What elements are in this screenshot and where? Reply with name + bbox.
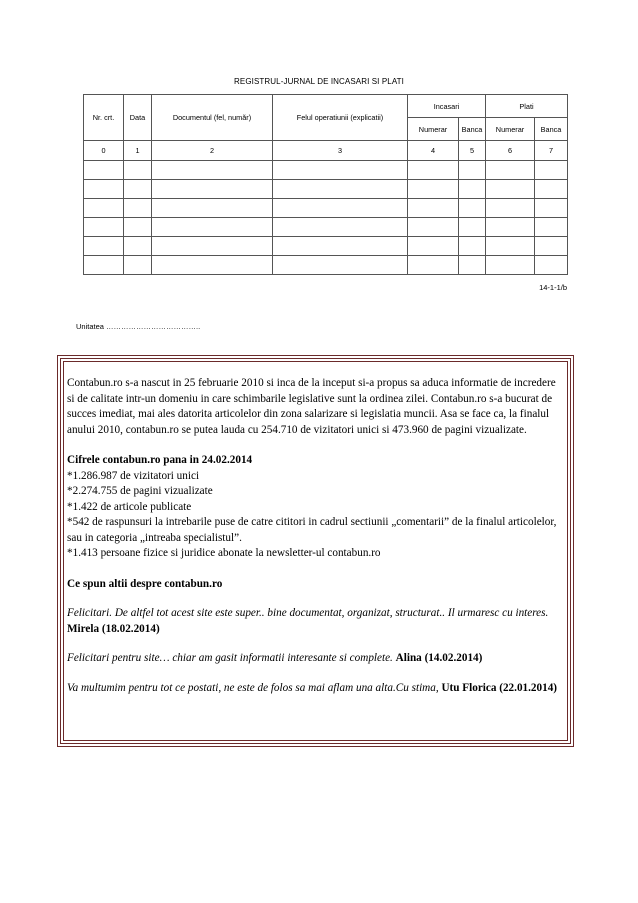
- testimonial: [67, 681, 561, 697]
- header-data: Data: [124, 95, 152, 141]
- empty-row: [84, 237, 568, 256]
- empty-row: [84, 199, 568, 218]
- header-plati-banca: Banca: [535, 118, 568, 141]
- stats-heading: Cifrele contabun.ro pana in 24.02.2014: [67, 454, 253, 466]
- column-number: 1: [124, 141, 152, 161]
- testimonial-author: Alina (14.02.2014): [395, 652, 483, 664]
- column-number: 4: [408, 141, 459, 161]
- column-number: 5: [459, 141, 486, 161]
- header-incasari-banca: Banca: [459, 118, 486, 141]
- testimonial: [67, 651, 561, 667]
- others-heading: Ce spun altii despre contabun.ro: [67, 577, 223, 590]
- testimonial-text: Va multumim pentru tot ce postati, ne este de folos sa mai aflam una alta.Cu stima,: [67, 681, 439, 694]
- column-number: 0: [84, 141, 124, 161]
- promo-content: [67, 376, 561, 696]
- column-number: 7: [535, 141, 568, 161]
- testimonial-text: Felicitari. De altfel tot acest site este super.. bine documentat, organizat, structurat.. Il urmaresc cu interes.: [67, 607, 549, 619]
- testimonial: [67, 606, 561, 637]
- stats-item: *542 de raspunsuri la intrebarile puse de catre cititori in cadrul sectiunii „comentarii” de la finalul articolelor, sau in categoria „intreaba specialistul”.: [67, 516, 557, 544]
- testimonial-author: Mirela (18.02.2014): [67, 622, 160, 635]
- header-plati: Plati: [486, 95, 568, 118]
- stats-item: *1.422 de articole publicate: [67, 500, 192, 513]
- register-table: [83, 94, 568, 275]
- promo-box: [60, 358, 571, 744]
- empty-row: [84, 180, 568, 199]
- header-incasari-numerar: Numerar: [408, 118, 459, 141]
- stats-item: *1.286.987 de vizitatori unici: [67, 469, 200, 482]
- header-row-top: [84, 95, 568, 118]
- form-code: 14-1-1/b: [539, 283, 567, 292]
- header-nr-crt: Nr. crt.: [84, 95, 124, 141]
- unitatea-line: Unitatea ………………………………..: [76, 322, 201, 331]
- header-incasari: Incasari: [408, 95, 486, 118]
- testimonial-text: Felicitari pentru site… chiar am gasit informatii interesante si complete.: [67, 652, 393, 664]
- column-number: 6: [486, 141, 535, 161]
- empty-row: [84, 161, 568, 180]
- header-document: Documentul (fel, număr): [152, 95, 273, 141]
- promo-intro: Contabun.ro s-a nascut in 25 februarie 2010 si inca de la inceput si-a propus sa aduca informatie de incredere si de calitate intr-un domeniu in care schimbarile legislative sunt la ordinea zilei. Contabun.ro s-a bucurat de succes imediat, mai ales datorita articolelor din zona salarizare si legislatia muncii. Asa se face ca, la finalul anului 2010, contabun.ro se putea lauda cu 254.710 de vizitatori unici si 473.960 de pagini vizualizate.: [67, 377, 556, 436]
- header-plati-numerar: Numerar: [486, 118, 535, 141]
- column-number: 3: [273, 141, 408, 161]
- header-felul-operatiunii: Felul operatiunii (explicatii): [273, 95, 408, 141]
- column-numbers-row: [84, 141, 568, 161]
- register-title: REGISTRUL-JURNAL DE INCASARI SI PLATI: [234, 77, 404, 86]
- column-number: 2: [152, 141, 273, 161]
- testimonial-author: Utu Florica (22.01.2014): [441, 681, 558, 694]
- stats-item: *1.413 persoane fizice si juridice abonate la newsletter-ul contabun.ro: [67, 547, 381, 559]
- empty-row: [84, 218, 568, 237]
- stats-item: *2.274.755 de pagini vizualizate: [67, 485, 213, 497]
- empty-row: [84, 256, 568, 275]
